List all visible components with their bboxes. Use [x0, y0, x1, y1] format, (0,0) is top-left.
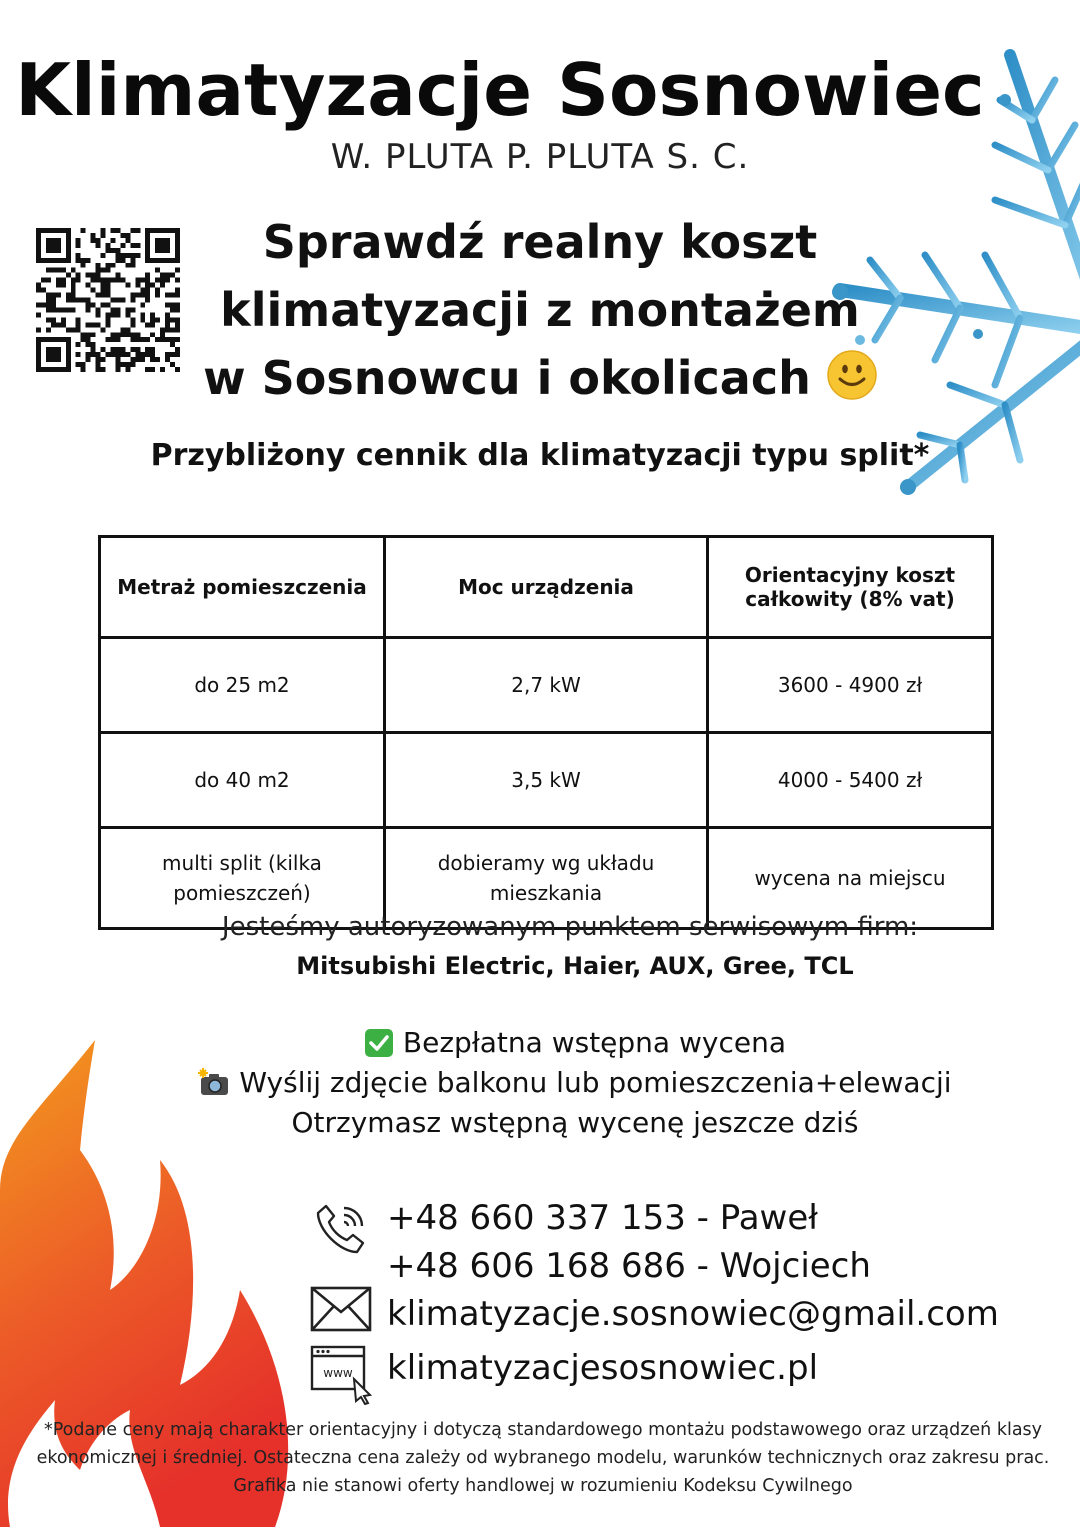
headline-line-3-text: w Sosnowcu i okolicach — [203, 351, 811, 405]
table-cell: 3,5 kW — [385, 733, 708, 828]
phone-number-pawel[interactable]: +48 660 337 153 - Paweł — [387, 1198, 818, 1238]
table-cell: 4000 - 5400 zł — [708, 733, 993, 828]
offer-line-3: Otrzymasz wstępną wycenę jeszcze dziś — [291, 1106, 859, 1139]
table-cell: multi split (kilka pomieszczeń) — [100, 828, 385, 929]
headline — [180, 208, 900, 412]
service-text: Jesteśmy autoryzowanym punktem serwisowym firm: — [221, 912, 919, 942]
mail-icon — [310, 1286, 372, 1332]
table-header-row — [100, 537, 993, 638]
headline-line-2: klimatyzacji z montażem — [220, 283, 860, 337]
qr-code-icon[interactable] — [36, 228, 180, 372]
table-cell: dobieramy wg układu mieszkania — [385, 828, 708, 929]
smiley-icon — [827, 350, 877, 400]
column-header-cost: Orientacyjny koszt całkowity (8% vat) — [708, 537, 993, 638]
offer-line-2-text: Wyślij zdjęcie balkonu lub pomieszczenia+elewacji — [239, 1066, 952, 1099]
offer-line-1 — [0, 1026, 1080, 1059]
headline-line-1: Sprawdź realny koszt — [262, 215, 818, 269]
table-row — [100, 733, 993, 828]
page-title: Klimatyzacje Sosnowiec — [15, 48, 985, 132]
phone-icon — [312, 1200, 370, 1258]
pricing-heading: Przybliżony cennik dla klimatyzacji typu split* — [150, 438, 930, 473]
offer-line-1-text: Bezpłatna wstępna wycena — [402, 1026, 786, 1059]
column-header-power: Moc urządzenia — [385, 537, 708, 638]
company-subtitle: W. PLUTA P. PLUTA S. C. — [330, 137, 750, 177]
website-link[interactable]: klimatyzacjesosnowiec.pl — [387, 1348, 819, 1388]
offer-line-2 — [0, 1066, 1080, 1099]
table-cell: wycena na miejscu — [708, 828, 993, 929]
brands-list: Mitsubishi Electric, Haier, AUX, Gree, TCL — [296, 952, 854, 980]
email-link[interactable]: klimatyzacje.sosnowiec@gmail.com — [387, 1294, 999, 1334]
price-table — [98, 535, 994, 930]
table-row — [100, 638, 993, 733]
table-cell: do 40 m2 — [100, 733, 385, 828]
camera-flash-icon — [198, 1068, 230, 1098]
web-icon-label: www — [323, 1366, 353, 1380]
check-icon — [364, 1028, 394, 1058]
table-cell: 2,7 kW — [385, 638, 708, 733]
table-cell: do 25 m2 — [100, 638, 385, 733]
headline-line-3 — [180, 344, 900, 412]
column-header-area: Metraż pomieszczenia — [100, 537, 385, 638]
disclaimer: *Podane ceny mają charakter orientacyjny i dotyczą standardowego montażu podstawowego oraz urządzeń klasy ekonomicznej i średniej. Ostateczna cena zależy od wybranego modelu, warunków technicznych oraz zakresu prac. Grafika nie stanowi oferty handlowej w rozumieniu Kodeksu Cywilnego — [36, 1420, 1050, 1496]
table-cell: 3600 - 4900 zł — [708, 638, 993, 733]
web-icon — [310, 1345, 376, 1405]
phone-number-wojciech[interactable]: +48 606 168 686 - Wojciech — [387, 1246, 871, 1286]
